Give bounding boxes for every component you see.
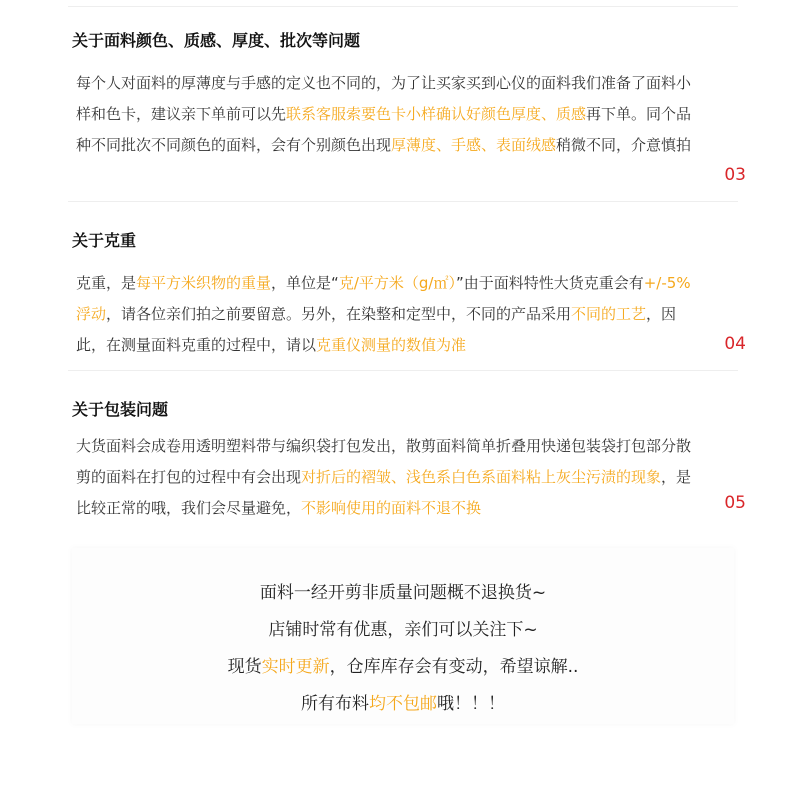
section-fabric-quality [72, 31, 746, 185]
body-text: 克重，是 [76, 274, 137, 292]
body-text: 每个人对面料的厚薄度与手感的定义也不同的，为了让买家买到心仪的面料我们准备了面料小样和色卡，建议亲下单前可以先 [76, 74, 692, 123]
section-title: 关于克重 [72, 231, 137, 250]
highlight-text: 不同的工艺 [571, 305, 647, 323]
notice-text: 面料一经开剪非质量问题概不退换货~ [259, 583, 547, 603]
body-text: 再下单。同个品种不同批次不同颜色的面料，会有个别颜色出现 [76, 105, 692, 154]
notice-text: ，仓库库存会有变动，希望谅解.. [329, 657, 579, 677]
highlight-text: 克重仪测量的数值为准 [316, 336, 467, 354]
highlight-text: 每平方米织物的重量 [136, 274, 272, 292]
section-number: 03 [724, 165, 746, 185]
highlight-text: +/-5%浮动 [76, 274, 691, 323]
highlight-text: 对折后的褶皱、浅色系白色系面料粘上灰尘污渍的现象 [301, 468, 662, 486]
notice-highlight-text: 均不包邮 [369, 694, 437, 714]
notice-text: 店铺时常有优惠，亲们可以关注下~ [268, 620, 538, 640]
top-divider [68, 6, 738, 7]
highlight-text: 不影响使用的面料不退不换 [301, 499, 482, 517]
highlight-text: 联系客服索要色卡小样确认好颜色厚度、质感 [286, 105, 587, 123]
notice-text: 所有布料 [301, 694, 369, 714]
body-text: ，因此，在测量面料克重的过程中，请以 [76, 305, 677, 354]
body-text: ，请各位亲们拍之前要留意。另外，在染整和定型中，不同的产品采用 [106, 305, 572, 323]
section-body [72, 268, 696, 361]
section-divider [68, 370, 738, 371]
section-number: 05 [724, 493, 746, 513]
body-text: 稍微不同，介意慎拍 [556, 136, 692, 154]
notice-box [72, 548, 734, 724]
notice-text: 现货 [227, 657, 262, 677]
section-packaging [72, 400, 746, 524]
highlight-text: 厚薄度、手感、表面绒感 [391, 136, 557, 154]
notice-text: 哦！！！ [437, 694, 505, 714]
body-text: ，单位是“ [271, 274, 339, 292]
body-text: ”由于面料特性大货克重会有 [455, 274, 644, 292]
section-body [72, 68, 696, 161]
notice-line [72, 575, 734, 612]
section-grammage [72, 231, 746, 361]
notice-line [72, 649, 734, 686]
body-text: 大货面料会成卷用透明塑料带与编织袋打包发出，散剪面料简单折叠用快递包装袋打包部分散剪的面料在打包的过程中有会出现 [76, 437, 692, 486]
section-body [72, 431, 696, 524]
section-divider [68, 201, 738, 202]
section-title: 关于面料颜色、质感、厚度、批次等问题 [72, 31, 361, 50]
notice-line [72, 686, 734, 723]
notice-line [72, 612, 734, 649]
section-title: 关于包装问题 [72, 400, 169, 419]
highlight-text: 克/平方米（g/㎡） [338, 274, 456, 292]
section-number: 04 [724, 334, 746, 354]
notice-highlight-text: 实时更新 [261, 657, 330, 677]
body-text: ，是比较正常的哦，我们会尽量避免， [76, 468, 692, 517]
